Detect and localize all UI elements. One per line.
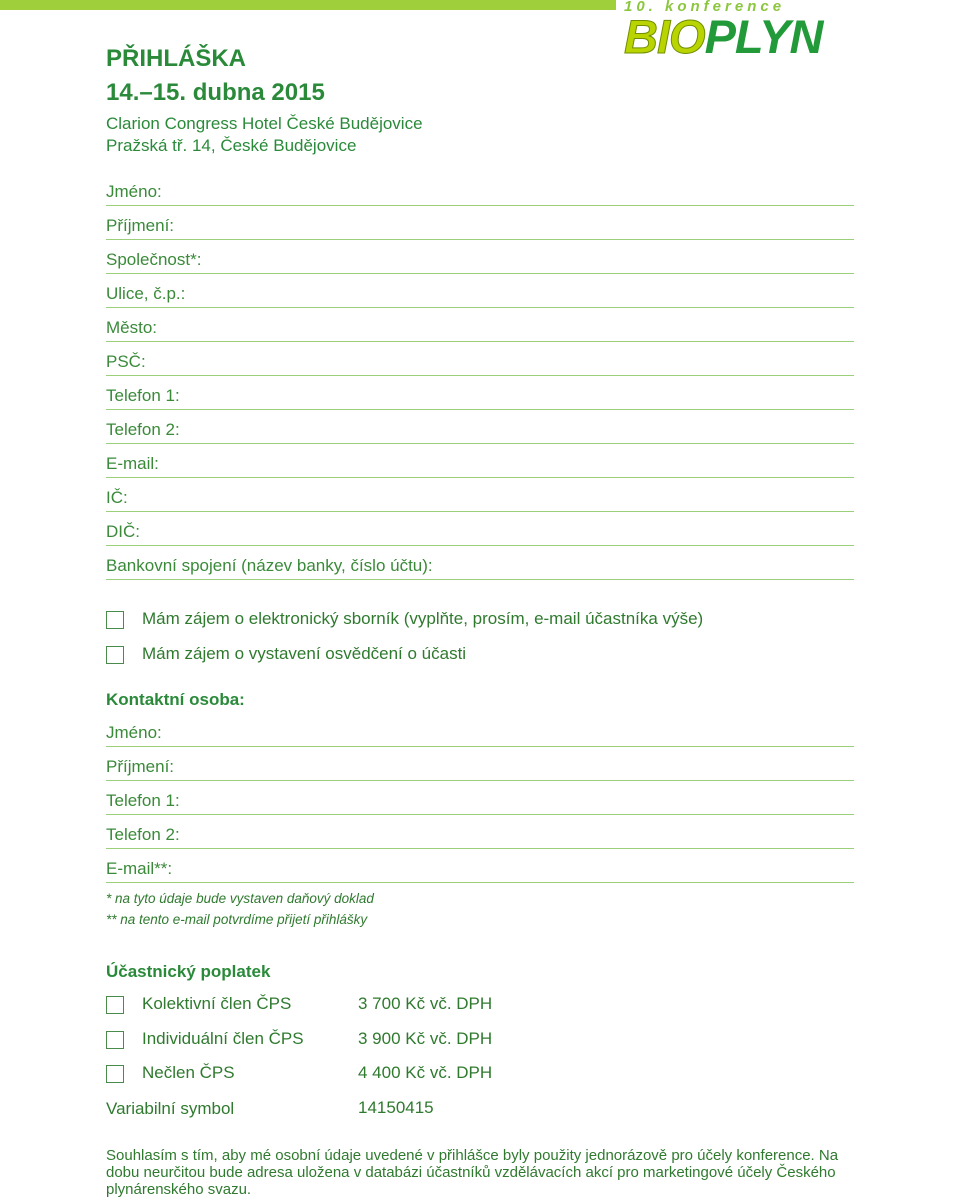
contact-field-telefon-2[interactable]: Telefon 2: [106, 824, 854, 849]
checkbox[interactable] [106, 1065, 124, 1083]
variable-symbol-label: Variabilní symbol [106, 1099, 235, 1118]
note-invoice: * na tyto údaje bude vystaven daňový doklad [106, 891, 374, 906]
field-mesto[interactable]: Město: [106, 317, 854, 342]
logo-subtitle: 10. konference [624, 0, 786, 15]
fee-heading: Účastnický poplatek [106, 962, 271, 981]
contact-field-jmeno[interactable]: Jméno: [106, 722, 854, 747]
contact-field-telefon-1[interactable]: Telefon 1: [106, 790, 854, 815]
consent-text: Souhlasím s tím, aby mé osobní údaje uvedené v přihlášce byly použity jednorázově pro účely konference. Na dobu neurčitou bude adresa uložena v databázi účastníků vzdělávacích akcí pro marketingové účely Českého plynárenského svazu. [106, 1147, 839, 1198]
bioplyn-logo: BIOPLYN [624, 10, 823, 63]
field-ulice[interactable]: Ulice, č.p.: [106, 283, 854, 308]
field-dic[interactable]: DIČ: [106, 521, 854, 546]
checkbox[interactable] [106, 1031, 124, 1049]
venue-address [106, 113, 423, 157]
field-email[interactable]: E-mail: [106, 453, 854, 478]
contact-heading: Kontaktní osoba: [106, 690, 245, 709]
field-ic[interactable]: IČ: [106, 487, 854, 512]
field-jmeno[interactable]: Jméno: [106, 181, 854, 206]
checkbox[interactable] [106, 646, 124, 664]
variable-symbol-value: 14150415 [358, 1098, 434, 1117]
note-email: ** na tento e-mail potvrdíme přijetí přihlášky [106, 912, 368, 927]
page-title [106, 42, 325, 110]
venue-name: Clarion Congress Hotel České Budějovice [106, 114, 423, 133]
field-spolecnost[interactable]: Společnost*: [106, 249, 854, 274]
field-telefon-2[interactable]: Telefon 2: [106, 419, 854, 444]
field-psc[interactable]: PSČ: [106, 351, 854, 376]
event-date: 14.–15. dubna 2015 [106, 79, 325, 106]
field-bankovni-spojeni[interactable]: Bankovní spojení (název banky, číslo účtu): [106, 555, 854, 580]
form-title: PŘIHLÁŠKA [106, 45, 247, 72]
contact-field-prijmeni[interactable]: Příjmení: [106, 756, 854, 781]
checkbox[interactable] [106, 996, 124, 1014]
venue-street: Pražská tř. 14, České Budějovice [106, 136, 357, 155]
top-accent-bar [0, 0, 960, 10]
checkbox[interactable] [106, 611, 124, 629]
contact-field-email[interactable]: E-mail**: [106, 858, 854, 883]
field-prijmeni[interactable]: Příjmení: [106, 215, 854, 240]
field-telefon-1[interactable]: Telefon 1: [106, 385, 854, 410]
